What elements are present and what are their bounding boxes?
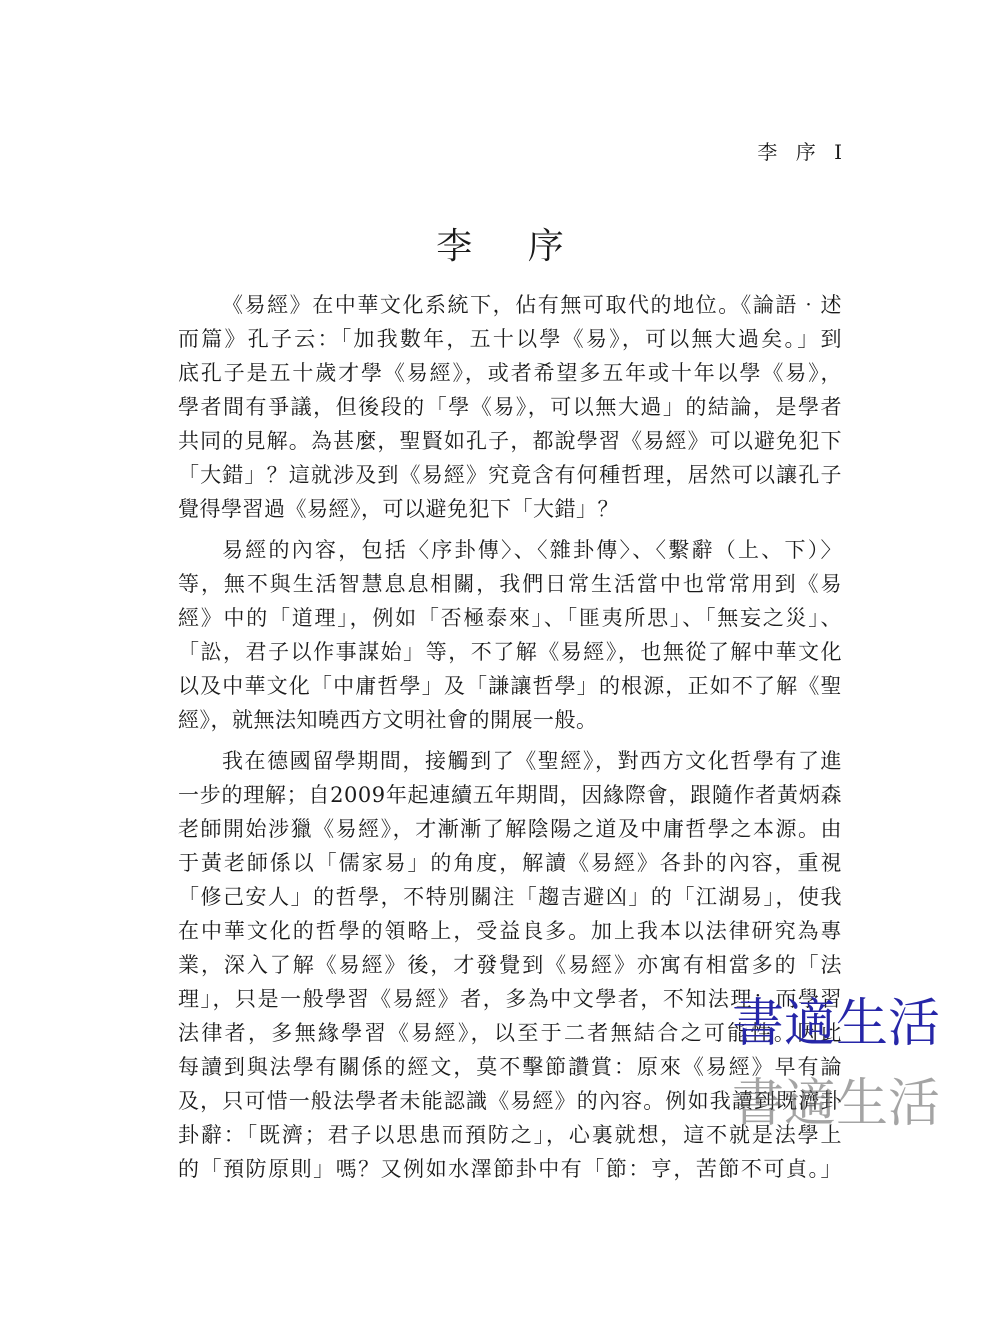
paragraph-2 (178, 533, 842, 737)
text-line: 理」，只是一般學習《易經》者，多為中文學者，不知法理；而學習 (178, 987, 842, 1011)
text-line: 一步的理解；自2009年起連續五年期間，因緣際會，跟隨作者黃炳森 (178, 783, 842, 807)
text-line: 「修己安人」的哲學，不特別關注「趨吉避凶」的「江湖易」，使我 (178, 885, 842, 909)
text-line: 以及中華文化「中庸哲學」及「謙讓哲學」的根源，正如不了解《聖 (178, 674, 842, 698)
watermark-primary: 書適生活 (732, 994, 941, 1054)
text-line: 每讀到與法學有關係的經文，莫不擊節讚賞：原來《易經》早有論 (178, 1055, 842, 1079)
text-line: 卦辭：「既濟；君子以思患而預防之」，心裏就想，這不就是法學上 (178, 1123, 842, 1147)
text-line: 經》，就無法知曉西方文明社會的開展一般。 (178, 708, 598, 732)
text-line: 于黃老師係以「儒家易」的角度，解讀《易經》各卦的內容，重視 (178, 851, 842, 875)
text-line: 業，深入了解《易經》後，才發覺到《易經》亦寓有相當多的「法 (178, 953, 842, 977)
text-line: 的「預防原則」嗎？又例如水澤節卦中有「節：亨，苦節不可貞。」 (178, 1157, 842, 1181)
text-line: 學者間有爭議，但後段的「學《易》，可以無大過」的結論，是學者 (178, 395, 842, 419)
text-line: 老師開始涉獵《易經》，才漸漸了解陰陽之道及中庸哲學之本源。由 (178, 817, 842, 841)
text-line: 在中華文化的哲學的領略上，受益良多。加上我本以法律研究為專 (178, 919, 842, 943)
text-line: 經》中的「道理」，例如「否極泰來」、「匪夷所思」、「無妄之災」、 (178, 606, 842, 630)
text-line: 「訟，君子以作事謀始」等，不了解《易經》，也無從了解中華文化 (178, 640, 842, 664)
text-line: 共同的見解。為甚麼，聖賢如孔子，都說學習《易經》可以避免犯下 (178, 429, 842, 453)
text-line: 等，無不與生活智慧息息相關，我們日常生活當中也常常用到《易 (178, 572, 842, 596)
paragraph-1 (178, 288, 842, 526)
text-line: 而篇》孔子云：「加我數年，五十以學《易》，可以無大過矣。」到 (178, 327, 842, 351)
text-line: 及，只可惜一般法學者未能認識《易經》的內容。例如我讀到既濟卦 (178, 1089, 842, 1113)
text-line: 我在德國留學期間，接觸到了《聖經》，對西方文化哲學有了進 (222, 749, 842, 773)
body-text (178, 288, 842, 1193)
page-title: 李 序 (436, 226, 586, 267)
text-line: 覺得學習過《易經》，可以避免犯下「大錯」？ (178, 497, 619, 521)
watermark-secondary: 書適生活 (732, 1074, 941, 1134)
text-line: 《易經》在中華文化系統下，佔有無可取代的地位。《論語‧述 (222, 293, 842, 317)
text-line: 易經的內容，包括〈序卦傳〉、〈雜卦傳〉、〈繫辭（上、下）〉 (222, 538, 842, 562)
running-header: 李 序 I (757, 140, 848, 164)
text-line: 底孔子是五十歲才學《易經》，或者希望多五年或十年以學《易》， (178, 361, 842, 385)
text-line: 「大錯」？這就涉及到《易經》究竟含有何種哲理，居然可以讓孔子 (178, 463, 842, 487)
text-line: 法律者，多無緣學習《易經》，以至于二者無結合之可能性。因此 (178, 1021, 842, 1045)
